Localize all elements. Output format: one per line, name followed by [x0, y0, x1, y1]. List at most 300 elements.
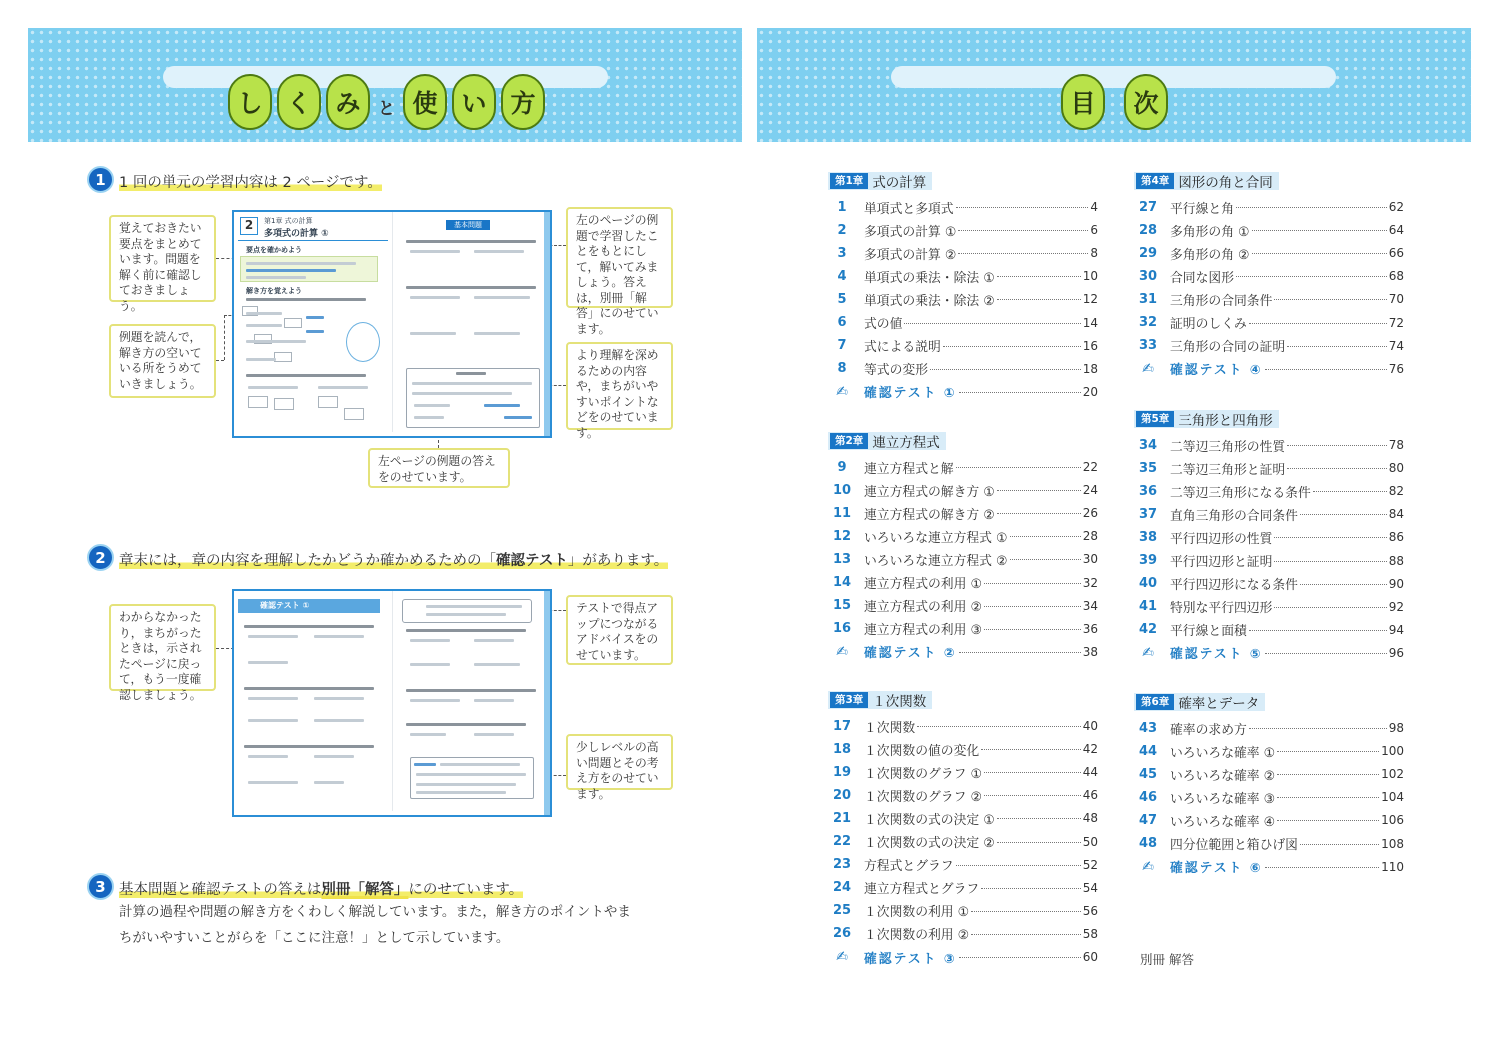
toc-item-page: 52	[1082, 857, 1098, 872]
toc-item-page: 102	[1381, 767, 1404, 782]
toc-item-title: 平行四辺形になる条件	[1170, 578, 1298, 594]
toc-item-number: 37	[1138, 506, 1158, 522]
chapter-badge: 第6章	[1136, 694, 1174, 710]
leader-dots	[984, 762, 1081, 773]
toc-item-page: 74	[1388, 338, 1404, 353]
toc-item-number: 13	[832, 551, 852, 567]
leader-dots	[956, 855, 1081, 866]
toc-test-page: 76	[1388, 361, 1404, 376]
toc-test-title: 確認テスト ③	[864, 951, 957, 967]
pencil-hand-icon: ✍	[836, 643, 848, 660]
leader-dots	[1274, 527, 1386, 538]
toc-item-title: 多項式の計算 ②	[864, 247, 957, 263]
toc-item-number: 24	[832, 880, 852, 896]
toc-test-item[interactable]	[1136, 857, 1404, 877]
toc-item-page: 24	[1082, 483, 1098, 498]
toc-item[interactable]	[1136, 435, 1404, 455]
toc-item-page: 34	[1082, 598, 1098, 613]
toc-item-number: 23	[832, 857, 852, 873]
toc-test-page: 60	[1082, 950, 1098, 964]
toc-item-number: 10	[832, 482, 852, 498]
toc-item-title: 連立方程式の利用 ②	[864, 600, 982, 616]
toc-item-number: 4	[837, 268, 847, 284]
toc-item-page: 44	[1082, 765, 1098, 780]
section-3-body-2: ちがいやすいことがらを「ここに注意！」として示しています。	[119, 930, 510, 946]
toc-item-title: 平行四辺形の性質	[1170, 531, 1273, 547]
header-tile: く	[277, 74, 321, 130]
toc-item-page: 8	[1090, 246, 1098, 261]
chapter-header	[1134, 410, 1279, 428]
section-2-lead: 章末には，章の内容を理解したかどうか確かめるための「確認テスト」があります。	[119, 553, 669, 569]
toc-item-title: いろいろな連立方程式 ①	[864, 530, 1008, 546]
toc-item-number: 36	[1138, 483, 1158, 499]
leader-dots	[1313, 481, 1387, 492]
toc-item[interactable]	[830, 480, 1098, 500]
toc-item-page: 22	[1082, 460, 1098, 474]
toc-item-page: 92	[1388, 599, 1404, 614]
leader-dots	[971, 901, 1081, 912]
toc-item[interactable]	[830, 878, 1098, 898]
toc-item-page: 18	[1082, 361, 1098, 376]
toc-item-title: 平行線と角	[1170, 201, 1234, 217]
toc-item[interactable]	[1136, 764, 1404, 784]
label-key-points: 要点を確かめよう	[246, 246, 302, 254]
toc-item-number: 21	[832, 810, 852, 826]
toc-item[interactable]	[830, 855, 1098, 875]
toc-item-number: 31	[1138, 291, 1158, 307]
leader-dots	[1265, 643, 1387, 654]
toc-item-title: 単項式と多項式	[864, 201, 954, 217]
leader-dots	[1252, 220, 1387, 231]
toc-item-number: 15	[832, 598, 852, 614]
leader-dots	[904, 313, 1080, 324]
leader-dots	[984, 619, 1081, 630]
toc-item-number: 46	[1138, 789, 1158, 805]
chapter-header	[828, 432, 946, 450]
leader-dots	[943, 336, 1081, 347]
toc-item-title: 単項式の乗法・除法 ②	[864, 293, 995, 309]
toc-item-title: いろいろな確率 ④	[1170, 814, 1276, 830]
toc-test-item[interactable]	[1136, 359, 1404, 379]
toc-item-page: 10	[1082, 269, 1098, 284]
toc-item[interactable]	[830, 289, 1098, 309]
toc-item-number: 41	[1138, 599, 1158, 615]
toc-test-item[interactable]	[830, 382, 1098, 402]
leader-dots	[1274, 289, 1386, 300]
toc-item[interactable]	[830, 336, 1098, 356]
leader-dots	[981, 739, 1081, 750]
toc-item-number: 20	[832, 787, 852, 803]
toc-item[interactable]	[1136, 266, 1404, 286]
leader-dots	[997, 808, 1081, 819]
chapter-badge: 第2章	[830, 433, 868, 449]
toc-item-number: 2	[837, 222, 847, 238]
leader-dots	[997, 480, 1081, 491]
leader-dots	[997, 266, 1081, 277]
toc-item-number: 40	[1138, 576, 1158, 592]
chapter-badge: 第4章	[1136, 173, 1174, 189]
leader-dots	[1274, 551, 1386, 562]
toc-test-title: 確認テスト ④	[1170, 363, 1263, 379]
toc-item-page: 14	[1082, 315, 1098, 330]
leader-dots	[958, 220, 1088, 231]
toc-item[interactable]	[830, 832, 1098, 852]
toc-item[interactable]	[830, 197, 1098, 217]
section-3-body-1: 計算の過程や問題の解き方をくわしく解説しています。また，解き方のポイントやま	[119, 904, 631, 920]
toc-item-page: 106	[1381, 813, 1404, 828]
leader-dots	[1300, 574, 1387, 585]
toc-item[interactable]	[830, 526, 1098, 546]
toc-item-title: 二等辺三角形になる条件	[1170, 485, 1311, 501]
toc-item[interactable]	[830, 266, 1098, 286]
toc-item[interactable]	[1136, 741, 1404, 761]
toc-item-title: いろいろな確率 ①	[1170, 745, 1276, 761]
toc-item-title: １次関数の値の変化	[864, 743, 980, 759]
toc-item-title: 証明のしくみ	[1170, 317, 1247, 332]
leader-dots	[1252, 243, 1387, 254]
toc-item-page: 78	[1388, 438, 1404, 452]
section-2-number: 2	[87, 544, 114, 571]
toc-test-page: 96	[1388, 645, 1404, 660]
toc-item[interactable]	[830, 785, 1098, 805]
note-example: 例題を読んで，解き方の空いている所をうめていきましょう。	[109, 324, 216, 398]
note-advanced: 少しレベルの高い問題とその考え方をのせています。	[566, 734, 673, 790]
toc-item-number: 14	[832, 575, 852, 590]
toc-test-page: 110	[1381, 859, 1404, 874]
leader-dots	[1277, 741, 1379, 752]
toc-item[interactable]	[830, 619, 1098, 639]
leader-dots	[971, 924, 1081, 935]
toc-item-title: 二等辺三角形の性質	[1170, 439, 1286, 455]
toc-item[interactable]	[1136, 787, 1404, 807]
unit-number: 2	[240, 217, 258, 235]
pencil-hand-icon: ✍	[1142, 858, 1154, 875]
toc-item-page: 80	[1388, 461, 1404, 476]
toc-item-title: 四分位範囲と箱ひげ図	[1170, 838, 1298, 853]
toc-item-title: １次関数の式の決定 ①	[864, 812, 995, 828]
toc-item-title: 直角三角形の合同条件	[1170, 508, 1298, 524]
toc-test-item[interactable]	[1136, 643, 1404, 663]
toc-item-page: 100	[1381, 744, 1404, 759]
header-tile: 目	[1061, 74, 1105, 130]
leader-dots	[1249, 620, 1387, 631]
toc-item[interactable]	[1136, 289, 1404, 309]
header-tile: み	[326, 74, 370, 130]
toc-item-page: 72	[1388, 315, 1404, 330]
toc-item[interactable]	[830, 457, 1098, 477]
toc-test-title: 確認テスト ⑥	[1170, 861, 1263, 877]
toc-item[interactable]	[830, 924, 1098, 944]
leader-dots	[1010, 549, 1081, 560]
toc-item-page: 84	[1388, 507, 1404, 522]
unit-chapter: 第1章 式の計算	[264, 217, 313, 225]
toc-test-title: 確認テスト ⑤	[1170, 647, 1263, 663]
toc-item-number: 48	[1138, 836, 1158, 851]
toc-item-number: 11	[832, 505, 852, 521]
pencil-hand-icon: ✍	[1142, 644, 1154, 661]
toc-item[interactable]	[1136, 527, 1404, 547]
toc-item-number: 19	[832, 764, 852, 780]
toc-item[interactable]	[1136, 597, 1404, 617]
label-method: 解き方を覚えよう	[246, 287, 302, 295]
toc-item-title: 平行四辺形と証明	[1170, 555, 1273, 570]
toc-item-title: 合同な図形	[1170, 270, 1234, 286]
toc-test-item[interactable]	[830, 947, 1098, 967]
toc-item[interactable]	[1136, 551, 1404, 571]
toc-item[interactable]	[830, 359, 1098, 379]
toc-item[interactable]	[830, 220, 1098, 240]
toc-item-title: 三角形の合同条件	[1170, 293, 1273, 309]
toc-item-title: 連立方程式の解き方 ①	[864, 484, 995, 500]
toc-item-title: 式の値	[864, 317, 903, 332]
pencil-hand-icon: ✍	[836, 949, 848, 965]
toc-item-page: 6	[1090, 223, 1098, 238]
leader-dots	[1277, 810, 1379, 821]
toc-item-title: 連立方程式の解き方 ②	[864, 507, 995, 523]
bessatsu-answers: 別冊 解答	[1140, 952, 1194, 967]
leader-dots	[1300, 834, 1379, 845]
leader-dots	[959, 642, 1081, 653]
toc-item-title: １次関数のグラフ ①	[864, 766, 982, 782]
toc-item-number: 28	[1138, 222, 1158, 238]
toc-item[interactable]	[1136, 243, 1404, 263]
leader-dots	[1274, 597, 1386, 608]
sample-spread-2	[232, 589, 552, 817]
toc-item-page: 16	[1082, 338, 1098, 353]
section-3-lead: 基本問題と確認テストの答えは別冊「解答」にのせています。	[119, 882, 524, 898]
pencil-hand-icon: ✍	[836, 383, 848, 400]
leader-dots	[997, 832, 1081, 843]
toc-item-title: 連立方程式と解	[864, 461, 954, 477]
toc-item[interactable]	[1136, 574, 1404, 594]
toc-item[interactable]	[1136, 718, 1404, 738]
toc-item-page: 86	[1388, 530, 1404, 545]
toc-item-title: 多項式の計算 ①	[864, 224, 957, 240]
toc-item-page: 98	[1388, 721, 1404, 735]
toc-item-page: 32	[1082, 575, 1098, 590]
toc-item-title: 式による説明	[864, 340, 941, 356]
toc-item-title: 方程式とグラフ	[864, 859, 954, 875]
toc-item-number: 39	[1138, 553, 1158, 568]
header-tile: 次	[1124, 74, 1168, 130]
toc-item[interactable]	[1136, 313, 1404, 333]
leader-dots	[956, 457, 1081, 468]
chapter-header	[828, 691, 932, 709]
toc-item[interactable]	[830, 503, 1098, 523]
toc-item-number: 44	[1138, 743, 1158, 759]
note-advice: テストで得点アップにつながるアドバイスをのせています。	[566, 595, 673, 665]
header-tile: し	[228, 74, 272, 130]
toc-item[interactable]	[830, 762, 1098, 782]
toc-item-page: 40	[1082, 719, 1098, 733]
toc-item-number: 30	[1138, 268, 1158, 284]
toc-item-page: 94	[1388, 622, 1404, 637]
chapter-title: 式の計算	[872, 175, 927, 191]
toc-item-title: １次関数のグラフ ②	[864, 789, 982, 805]
toc-item-page: 58	[1082, 926, 1098, 941]
toc-item-page: 26	[1082, 506, 1098, 521]
leader-dots	[1300, 504, 1387, 515]
toc-item-number: 35	[1138, 460, 1158, 476]
toc-item-number: 18	[832, 741, 852, 757]
unit-title: 多項式の計算 ①	[264, 229, 329, 239]
connector	[216, 360, 224, 361]
leader-dots	[1236, 266, 1387, 277]
toc-test-title: 確認テスト ②	[864, 646, 957, 662]
toc-item-title: 三角形の合同の証明	[1170, 340, 1286, 356]
toc-item-number: 7	[837, 338, 847, 354]
toc-item[interactable]	[830, 808, 1098, 828]
tag-basic: 基本問題	[446, 220, 490, 230]
toc-item-page: 70	[1388, 292, 1404, 307]
leader-dots	[984, 596, 1081, 607]
leader-dots	[1277, 764, 1379, 775]
toc-item-title: 二等辺三角形と証明	[1170, 462, 1286, 478]
toc-item-number: 32	[1138, 315, 1158, 330]
toc-test-title: 確認テスト ①	[864, 386, 957, 402]
chapter-title: 図形の角と合同	[1178, 175, 1273, 191]
leader-dots	[1265, 857, 1379, 868]
leader-dots	[1249, 718, 1387, 729]
toc-item-page: 66	[1388, 246, 1404, 261]
leader-dots	[984, 573, 1081, 584]
header-tile-small: と	[378, 99, 395, 119]
toc-item[interactable]	[1136, 458, 1404, 478]
chapter-header	[1134, 693, 1265, 711]
section-3-number: 3	[87, 873, 114, 900]
toc-item-page: 90	[1388, 576, 1404, 591]
toc-test-page: 20	[1082, 384, 1098, 399]
leader-dots	[997, 503, 1081, 514]
toc-item-number: 22	[832, 834, 852, 849]
toc-item-page: 50	[1082, 834, 1098, 849]
chapter-title: １次関数	[872, 694, 927, 710]
toc-item-page: 12	[1082, 292, 1098, 307]
toc-item-title: 平行線と面積	[1170, 624, 1247, 640]
note-answers: 左ページの例題の答えをのせています。	[368, 448, 510, 488]
toc-item-title: いろいろな連立方程式 ②	[864, 553, 1008, 569]
toc-item-number: 5	[837, 291, 847, 307]
leader-dots	[958, 243, 1088, 254]
toc-item-number: 38	[1138, 529, 1158, 545]
toc-item[interactable]	[830, 243, 1098, 263]
note-summary: 覚えておきたい要点をまとめています。問題を解く前に確認しておきましょう。	[109, 215, 216, 302]
toc-item-number: 1	[837, 199, 847, 215]
leader-dots	[917, 716, 1081, 727]
toc-item-title: 多角形の角 ②	[1170, 247, 1250, 263]
toc-item-number: 34	[1138, 437, 1158, 453]
header-tile: い	[452, 74, 496, 130]
leader-dots	[1236, 197, 1387, 208]
sample-spread-1	[232, 210, 552, 438]
toc-item-number: 29	[1138, 245, 1158, 261]
leader-dots	[1287, 435, 1387, 446]
toc-item[interactable]	[1136, 504, 1404, 524]
header-tile: 方	[501, 74, 545, 130]
toc-item-page: 36	[1082, 621, 1098, 636]
right-header-bar	[891, 66, 1336, 88]
leader-dots	[956, 197, 1089, 208]
pencil-hand-icon: ✍	[1142, 360, 1154, 377]
toc-item-title: 確率の求め方	[1170, 722, 1247, 738]
toc-item-page: 82	[1388, 484, 1404, 499]
toc-item-title: １次関数の利用 ②	[864, 928, 970, 944]
toc-item[interactable]	[1136, 336, 1404, 356]
chapter-title: 三角形と四角形	[1178, 413, 1273, 429]
toc-item[interactable]	[1136, 220, 1404, 240]
toc-item-number: 33	[1138, 338, 1158, 354]
leader-dots	[959, 947, 1081, 958]
leader-dots	[981, 878, 1081, 889]
leader-dots	[1010, 526, 1081, 537]
toc-item-title: 連立方程式の利用 ①	[864, 577, 982, 592]
toc-item[interactable]	[1136, 810, 1404, 830]
toc-item-page: 68	[1388, 269, 1404, 284]
section-1-number: 1	[87, 166, 114, 193]
toc-item-page: 56	[1082, 903, 1098, 918]
chapter-header	[828, 172, 932, 190]
leader-dots	[1249, 313, 1387, 324]
toc-item[interactable]	[1136, 197, 1404, 217]
toc-item-title: いろいろな確率 ③	[1170, 791, 1276, 807]
leader-dots	[1287, 336, 1387, 347]
connector	[224, 315, 225, 360]
toc-item[interactable]	[830, 573, 1098, 593]
note-practice: 左のページの例題で学習したことをもとにして，解いてみましょう。答えは，別冊「解答」にのせています。	[566, 207, 673, 308]
toc-item[interactable]	[1136, 834, 1404, 854]
toc-item-number: 45	[1138, 766, 1158, 782]
toc-item-number: 47	[1138, 812, 1158, 828]
toc-item-title: いろいろな確率 ②	[1170, 768, 1276, 784]
toc-item-title: １次関数	[864, 720, 916, 736]
toc-test-page: 38	[1082, 644, 1098, 659]
toc-item-page: 108	[1381, 836, 1404, 851]
leader-dots	[959, 382, 1081, 393]
toc-item-number: 8	[837, 361, 847, 377]
toc-item[interactable]	[830, 549, 1098, 569]
toc-item-title: 多角形の角 ①	[1170, 224, 1250, 240]
toc-item-page: 28	[1082, 529, 1098, 544]
test-title: 確認テスト ①	[238, 599, 380, 613]
chapter-badge: 第1章	[830, 173, 868, 189]
toc-item[interactable]	[830, 739, 1098, 759]
leader-dots	[1265, 359, 1387, 370]
toc-item[interactable]	[830, 901, 1098, 921]
toc-item[interactable]	[830, 716, 1098, 736]
toc-test-item[interactable]	[830, 642, 1098, 662]
toc-item[interactable]	[1136, 620, 1404, 640]
toc-item-number: 17	[832, 718, 852, 734]
header-tile: 使	[403, 74, 447, 130]
toc-item-page: 4	[1090, 200, 1098, 214]
toc-item-page: 30	[1082, 552, 1098, 567]
toc-item[interactable]	[830, 596, 1098, 616]
toc-item-title: 連立方程式の利用 ③	[864, 623, 982, 639]
toc-item-title: １次関数の利用 ①	[864, 905, 970, 921]
toc-item[interactable]	[1136, 481, 1404, 501]
toc-item[interactable]	[830, 313, 1098, 333]
toc-item-number: 12	[832, 528, 852, 544]
leader-dots	[1277, 787, 1379, 798]
toc-item-number: 16	[832, 621, 852, 637]
toc-item-number: 42	[1138, 622, 1158, 638]
leader-dots	[984, 785, 1081, 796]
chapter-badge: 第3章	[830, 692, 868, 708]
toc-item-number: 9	[837, 459, 847, 475]
toc-item-page: 104	[1381, 790, 1404, 805]
toc-item-number: 25	[832, 903, 852, 919]
toc-item-page: 48	[1082, 811, 1098, 826]
